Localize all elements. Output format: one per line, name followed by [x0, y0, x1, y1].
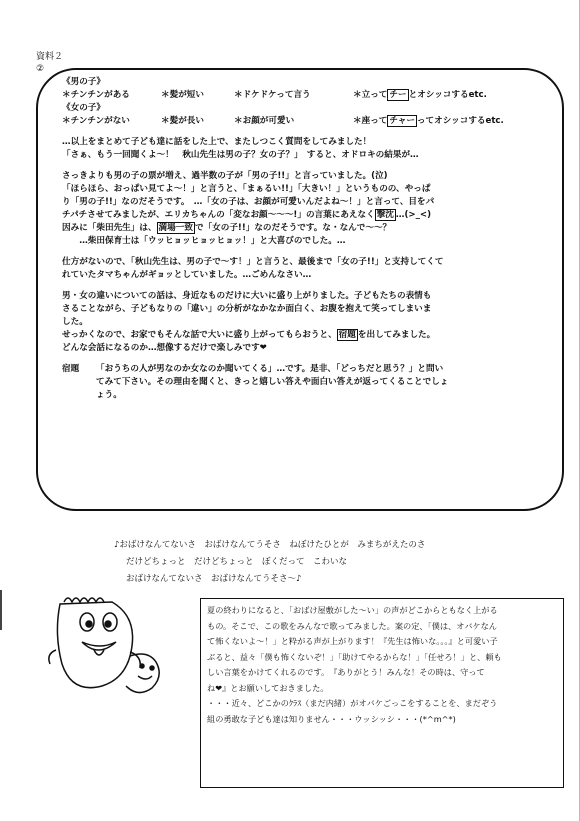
- para2-text: チパチさせてみましたが、エリカちゃんの「変なお顔～～～!」の言葉にあえなく: [62, 210, 375, 220]
- note-line: ぶると、益々「僕も怖くないぞ！」「助けてやるからな！」「任せろ！」と、頼も: [207, 651, 502, 662]
- boy-item: ＊立って: [353, 90, 388, 100]
- note-line: て怖くないよ～！」と粋がる声が上がります！『先生は怖いな。。。』と可愛い子: [207, 636, 498, 646]
- para2-line: さっきよりも男の子の票が増え、過半数の子が「男の子!!」と言っていました。(泣): [62, 171, 388, 181]
- boy-item: ＊チンチンがある: [62, 90, 130, 100]
- homework-line: [62, 363, 544, 376]
- homework-text: 「おうちの人が男なのか女なのか聞いてくる」…です。是非、「どっちだと思う？」と問い: [96, 364, 444, 374]
- para3-line: 仕方がないので、「秋山先生は、男の子で～す！」と言うと、最後まで「女の子!!」と支持してくて: [62, 257, 444, 267]
- para4-text: せっかくなので、お家でもそんな話で大いに盛り上がってもらおうと、: [62, 330, 337, 340]
- girl-title: 《女の子》: [62, 103, 105, 113]
- girl-item: ＊座って: [353, 116, 388, 126]
- boy-items: [62, 89, 544, 102]
- note-line: ・・・近々、どこかのｸﾗｽ（まだ内緒）がオバケごっこをすることを、まだぞう: [207, 698, 498, 708]
- para3-line: れていたタマちゃんがギョッとしていました。…ごめんなさい…: [62, 270, 312, 280]
- note-box: [200, 598, 564, 788]
- ghost-mascot-illustration: [42, 590, 202, 700]
- girl-item: ＊チンチンがない: [62, 116, 130, 126]
- para4-line: した。: [62, 317, 88, 327]
- para2-line: [62, 222, 544, 235]
- para1-line: 「さぁ、もう一回聞くよ～！ 秋山先生は男の子？女の子？」 すると、オドロキの結果が…: [62, 150, 419, 160]
- boy-item: とオシッコするetc.: [408, 90, 487, 100]
- header-number: ②: [36, 64, 45, 74]
- note-line: ね❤』とお願いしておきました。: [207, 682, 329, 693]
- para1-line: …以上をまとめて子ども達に話をした上で、またしつこく質問をしてみました！: [62, 137, 372, 147]
- para2-line: 「ほらほら、おっぱい見てよ～！」と言うと、「まぁるい!!」「大きい！」というものの、やっぱ: [62, 184, 431, 194]
- song-line: ♪おばけなんてないさ おばけなんてうそさ ねぼけたひとが みまちがえたのさ: [114, 540, 426, 550]
- boy-item: ＊髪が短い: [161, 90, 204, 100]
- song-line: だけどちょっと だけどちょっと ぼくだって こわいな: [126, 557, 348, 567]
- main-rounded-box: [36, 68, 564, 511]
- homework-line: てみて下さい。その理由を聞くと、きっと嬉しい答えや面白い答えが返ってくることでしょ: [96, 377, 449, 387]
- note-line: 組の勇敢な子ども達は知りません・・・ウッシッシ・・・(*^m^*): [207, 713, 456, 724]
- para4-text: を出してみました。: [357, 330, 436, 340]
- boy-item-boxed: チー: [389, 90, 407, 100]
- para4-line: さることながら、子どもなりの「違い」の分析がなかなか面白く、お腹を抱えて笑ってしまいま: [62, 304, 432, 314]
- scan-mark: [0, 590, 2, 630]
- girl-item: ってオシッコするetc.: [416, 116, 504, 126]
- gekichin-boxed: 撃沈: [376, 210, 394, 220]
- para4-line: 男・女の違いについての話は、身近なものだけに大いに盛り上がりました。子どもたちの表情も: [62, 291, 432, 301]
- para2-line: り「男の子!!」なのだそうです。 …「女の子は、お顔が可愛いんだよね～！」と言って、目をパ: [62, 197, 435, 207]
- song-lyrics: [114, 537, 425, 588]
- song-line: おばけなんてないさ おばけなんてうそさ～♪: [126, 574, 302, 584]
- note-line: もの。そこで、この歌をみんなで歌ってみました。案の定、「僕は、オバケなん: [207, 620, 497, 631]
- para2-text: …(>_<): [395, 210, 432, 220]
- girl-item: ＊お顔が可愛い: [234, 116, 295, 126]
- boy-title: 《男の子》: [62, 77, 105, 87]
- note-line: 夏の終わりになると、「おばけ屋敷がした～い」の声がどこからともなく上がる: [207, 605, 498, 615]
- para4-line: どんな会話になるのか…想像するだけで楽しみです❤: [62, 343, 267, 353]
- para2-text: で「女の子!!」なのだそうです。な・なんで～～？: [194, 223, 392, 233]
- header-label: 資料２: [36, 52, 64, 62]
- manjo-itchi-boxed: 満場一致: [158, 223, 193, 233]
- girl-item-boxed: チャー: [389, 116, 415, 126]
- note-line: しい言葉をかけてくれるのです。 『ありがとう！みんな！その時は、守って: [207, 667, 485, 677]
- boy-item: ＊ドケドケって言う: [234, 90, 311, 100]
- para4-line: [62, 329, 544, 342]
- shukudai-boxed: 宿題: [338, 330, 356, 340]
- main-box-text: [62, 76, 544, 402]
- girl-item: ＊髪が長い: [161, 116, 204, 126]
- homework-line: ょう。: [96, 390, 122, 400]
- para2-line: [62, 209, 544, 222]
- girl-items: [62, 115, 544, 128]
- homework-label: 宿題: [62, 364, 80, 374]
- para2-line: …柴田保育士は「ウッヒョッヒョッヒョッ！」と大喜びのでした。…: [62, 236, 346, 246]
- para2-text: 因みに「柴田先生」は、: [62, 223, 157, 233]
